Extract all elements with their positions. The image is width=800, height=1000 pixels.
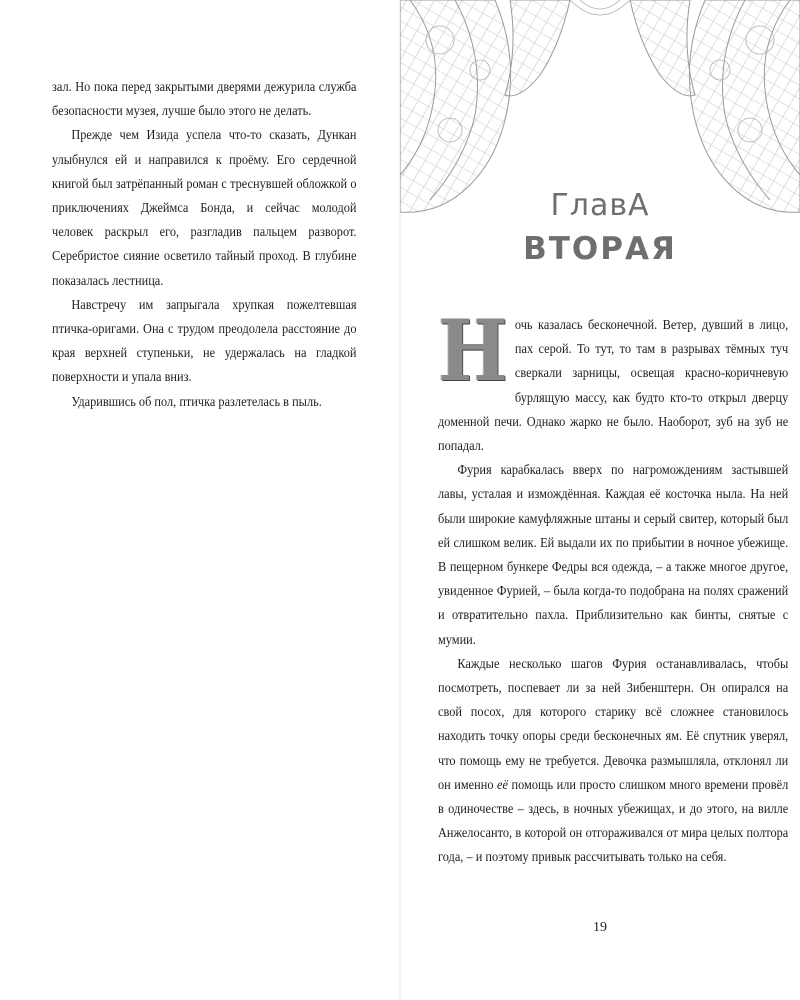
right-paragraph-3: [438, 653, 788, 871]
right-paragraph-1-text: очь казалась бесконечной. Ветер, дувший в лицо, пах серой. То тут, то там в разрывах тёмных туч сверкали зарницы, освещая красно-коричневую бурлящую массу, как будто кто-то открыл дверцу доменной печи. Однако жарко не было. Наоборот, зуб на зуб не попадал.: [438, 318, 789, 455]
right-paragraph-2: Фурия карабкалась вверх по нагромождениям застывшей лавы, усталая и измождённая. Каждая её косточка ныла. На ней были широкие камуфляжные штаны и серый свитер, который был ей слишком велик. Ей выдали их по прибытии в ночное убежище. В пещерном бункере Федры вся одежда, – а также многое другое, увиденное Фурией, – была когда-то подобрана на полях сражений и отвратительно пахла. Приблизительно как бинты, снятые с мумии.: [438, 463, 789, 648]
right-paragraph-1: [438, 301, 789, 459]
right-paragraph-3-part-2: помощь или просто слишком много времени провёл в одиночестве – здесь, в ночных убежищах, и до этого, на вилле Анжелосанто, в которой он отгораживался от мира целых полтора года, – и поэтому привык рассчитывать только на себя.: [438, 777, 789, 866]
right-paragraph-3-part-1: Каждые несколько шагов Фурия останавливалась, чтобы посмотреть, поспевает ли за ней Зибенштерн. Он опирался на свой посох, для которого старику всё сложнее становилось находить точку опоры среди бесконечных ям. Её спутник уверял, что помощь ему не требуется. Девочка размышляла, отклонял ли он именно: [438, 656, 789, 793]
right-paragraph-3-emphasis: её: [497, 777, 508, 793]
right-page: [400, 0, 800, 1000]
right-page-text: [438, 301, 789, 871]
left-paragraph-2: Прежде чем Изида успела что-то сказать, Дункан улыбнулся ей и направился к проёму. Его сердечной книгой был затрёпанный роман с треснувшей обложкой о приключениях Джеймса Бонда, и сейчас молодой человек раскрыл его, разгладив пальцем разворот. Серебристое сияние осветило тайный проход. В глубине показалась лестница.: [52, 128, 357, 289]
chapter-number: ВТОРАЯ: [523, 231, 677, 267]
page-number: 19: [593, 920, 607, 935]
chapter-label: ГлавА: [550, 188, 650, 223]
left-paragraph-4: Ударившись об пол, птичка разлетелась в пыль.: [71, 394, 322, 410]
left-paragraph-1: зал. Но пока перед закрытыми дверями дежурила служба безопасности музея, лучше было этого не делать.: [52, 80, 357, 120]
left-paragraph-3: Навстречу им запрыгала хрупкая пожелтевшая птичка-оригами. Она с трудом преодолела расстояние до края верхней ступеньки, не удержалась на гладкой поверхности и упала вниз.: [52, 297, 357, 386]
left-page-text: [52, 76, 356, 415]
drop-cap: Н: [438, 301, 508, 400]
